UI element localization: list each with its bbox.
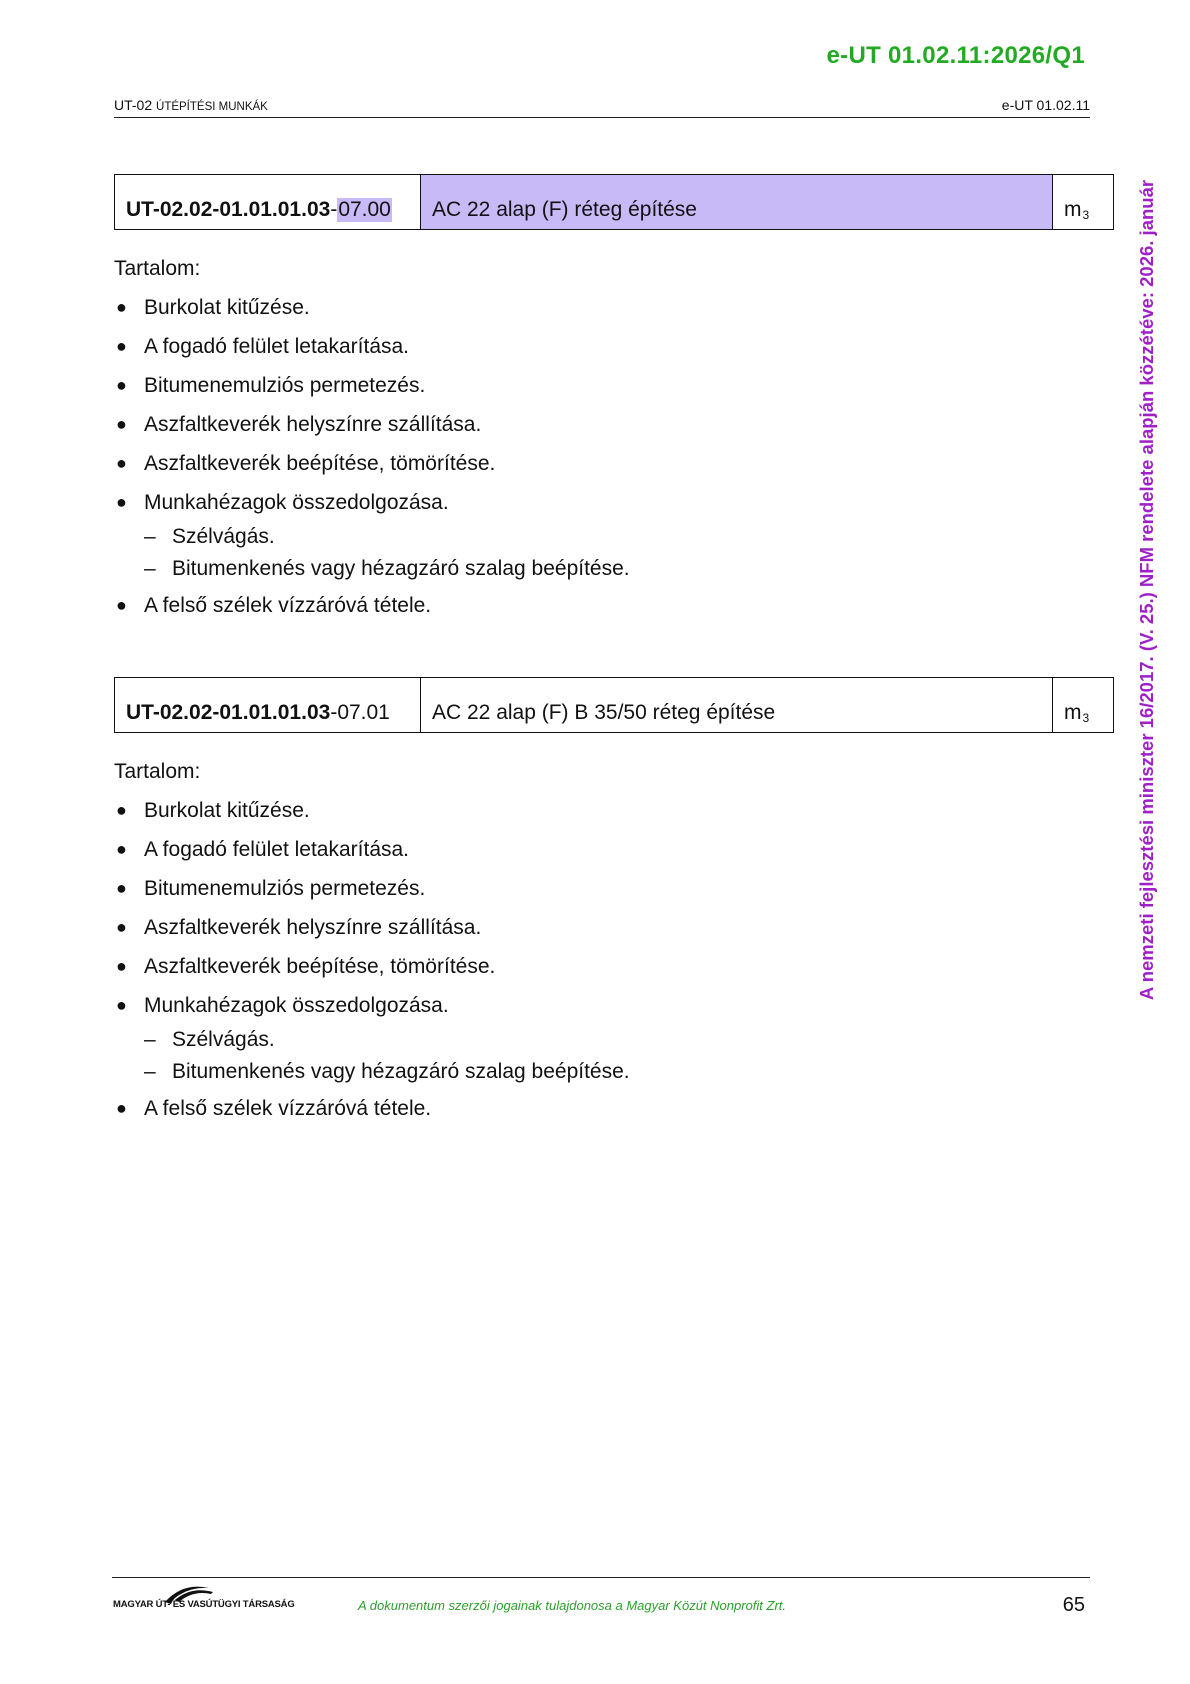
content-label: Tartalom:: [114, 257, 201, 280]
item-code-prefix: UT-02.02-01.01.01.03: [126, 198, 331, 221]
item-unit-base: m: [1064, 198, 1082, 221]
item-code-prefix: UT-02.02-01.01.01.03: [126, 701, 331, 724]
list-item: [114, 830, 1014, 869]
organization-logo-text: MAGYAR ÚT- ÉS VASÚTÜGYI TÁRSASÁG: [113, 1599, 295, 1610]
bullet-icon: ●: [116, 375, 127, 395]
list-item-text: A felső szélek vízzáróvá tétele.: [144, 594, 432, 617]
sub-list-item: [144, 554, 1014, 586]
sub-list-item: [144, 1025, 1014, 1057]
item-code-separator: -: [330, 701, 338, 724]
dash-icon: –: [144, 525, 156, 548]
list-item: [114, 405, 1014, 444]
item-title-text: AC 22 alap (F) réteg építése: [432, 198, 697, 221]
item-header-box: [114, 677, 1114, 733]
item-code-separator: -: [330, 198, 338, 221]
item-header-box: [114, 174, 1114, 230]
list-item-text: Burkolat kitűzése.: [144, 799, 310, 822]
list-item-text: Aszfaltkeverék helyszínre szállítása.: [144, 413, 482, 436]
item-code-suffix: 07.00: [338, 198, 391, 221]
list-item-text: A fogadó felület letakarítása.: [144, 335, 410, 358]
bullet-icon: ●: [116, 1098, 127, 1118]
list-item-text: A fogadó felület letakarítása.: [144, 838, 410, 861]
bullet-icon: ●: [116, 297, 127, 317]
list-item: [114, 1089, 1014, 1128]
item-title-text: AC 22 alap (F) B 35/50 réteg építése: [432, 701, 776, 724]
list-item-text: Munkahézagok összedolgozása.: [144, 994, 449, 1017]
header-section-name: ÚTÉPÍTÉSI MUNKÁK: [156, 101, 268, 113]
item-unit-exponent: 3: [1082, 711, 1090, 725]
list-item: [114, 483, 1014, 586]
bullet-icon: ●: [116, 336, 127, 356]
content-label: Tartalom:: [114, 760, 201, 783]
copyright-notice: A dokumentum szerzői jogainak tulajdonosa a Magyar Közút Nonprofit Zrt.: [358, 1598, 787, 1613]
sub-list-item: [144, 1057, 1014, 1089]
bullet-icon: ●: [116, 878, 127, 898]
bullet-icon: ●: [116, 839, 127, 859]
item-content: [114, 752, 1014, 1128]
list-item: [114, 444, 1014, 483]
list-item: [114, 366, 1014, 405]
list-item-text: A felső szélek vízzáróvá tétele.: [144, 1097, 432, 1120]
item-unit-base: m: [1064, 701, 1082, 724]
item-title: [421, 175, 1053, 229]
bullet-icon: ●: [116, 453, 127, 473]
header-doc-ref: e-UT 01.02.11: [1001, 97, 1090, 113]
list-item-text: Burkolat kitűzése.: [144, 296, 310, 319]
list-item: [114, 586, 1014, 625]
item-code[interactable]: [115, 678, 421, 732]
page-number: 65: [1062, 1594, 1085, 1616]
bullet-icon: ●: [116, 917, 127, 937]
bullet-icon: ●: [116, 956, 127, 976]
header-section-prefix: UT-02: [114, 97, 157, 113]
item-unit-exponent: 3: [1082, 208, 1090, 222]
list-item: [114, 288, 1014, 327]
list-item: [114, 947, 1014, 986]
dash-icon: –: [144, 1028, 156, 1051]
list-item: [114, 986, 1014, 1089]
dash-icon: –: [144, 557, 156, 580]
item-code-suffix: 07.01: [337, 701, 390, 724]
list-item: [114, 908, 1014, 947]
item-content: [114, 249, 1014, 625]
list-item-text: Aszfaltkeverék beépítése, tömörítése.: [144, 955, 496, 978]
list-item-text: Bitumenemulziós permetezés.: [144, 877, 426, 900]
list-item: [114, 791, 1014, 830]
list-item-text: Aszfaltkeverék beépítése, tömörítése.: [144, 452, 496, 475]
bullet-icon: ●: [116, 414, 127, 434]
header-section-title: [114, 97, 268, 113]
sub-list-item-text: Szélvágás.: [172, 525, 275, 548]
list-item-text: Munkahézagok összedolgozása.: [144, 491, 449, 514]
sub-bullet-list: [144, 1025, 1014, 1089]
item-unit: [1053, 175, 1113, 229]
list-item-text: Bitumenemulziós permetezés.: [144, 374, 426, 397]
document-id: e-UT 01.02.11:2026/Q1: [826, 42, 1085, 69]
page-header: [114, 97, 1090, 118]
sub-list-item: [144, 522, 1014, 554]
item-code[interactable]: [115, 175, 421, 229]
content-bullet-list: [114, 288, 1014, 625]
sub-list-item-text: Szélvágás.: [172, 1028, 275, 1051]
bullet-icon: ●: [116, 492, 127, 512]
sub-list-item-text: Bitumenkenés vagy hézagzáró szalag beépítése.: [172, 557, 630, 580]
item-unit: [1053, 678, 1113, 732]
side-publication-note: A nemzeti fejlesztési miniszter 16/2017. (V. 25.) NFM rendelete alapján közzétéve: 2026. január: [1136, 179, 1157, 1001]
sub-bullet-list: [144, 522, 1014, 586]
list-item: [114, 327, 1014, 366]
content-bullet-list: [114, 791, 1014, 1128]
item-title: [421, 678, 1053, 732]
list-item: [114, 869, 1014, 908]
sub-list-item-text: Bitumenkenés vagy hézagzáró szalag beépítése.: [172, 1060, 630, 1083]
list-item-text: Aszfaltkeverék helyszínre szállítása.: [144, 916, 482, 939]
dash-icon: –: [144, 1060, 156, 1083]
bullet-icon: ●: [116, 800, 127, 820]
bullet-icon: ●: [116, 995, 127, 1015]
bullet-icon: ●: [116, 595, 127, 615]
